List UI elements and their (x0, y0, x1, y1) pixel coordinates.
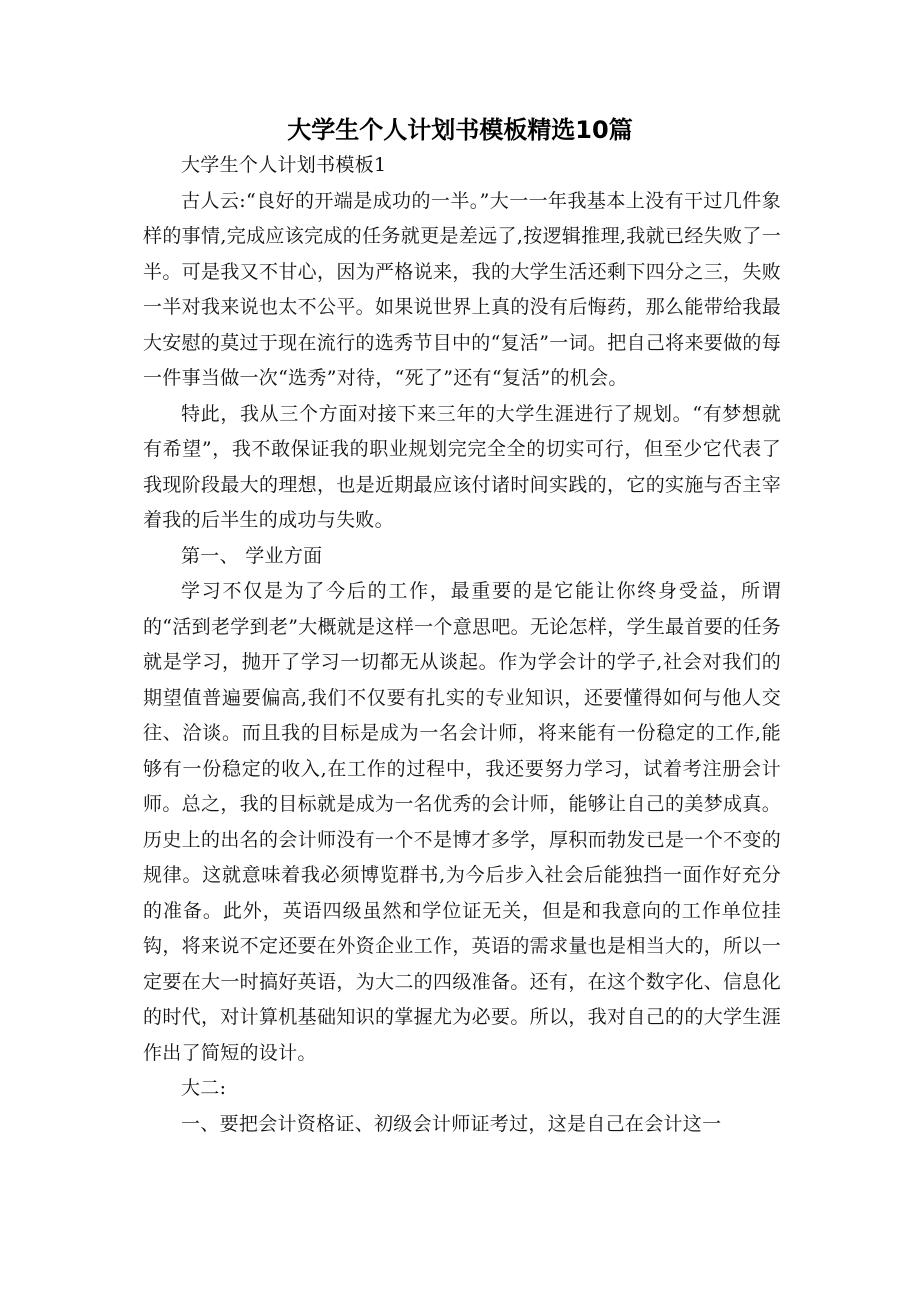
document-body (143, 148, 781, 1142)
body-paragraph: 特此，我从三个方面对接下来三年的大学生涯进行了规划。“有梦想就有希望”，我不敢保证我的职业规划完完全全的切实可行，但至少它代表了我现阶段最大的理想，也是近期最应该付诸时间实践的，它的实施与否主宰着我的后半生的成功与失败。 (143, 402, 781, 531)
body-paragraph: 一、要把会计资格证、初级会计师证考过，这是自己在会计这一 (181, 1112, 722, 1135)
body-paragraph: 古人云:“良好的开端是成功的一半。”大一一年我基本上没有干过几件象样的事情,完成应该完成的任务就更是差远了,按逻辑推理,我就已经失败了一半。可是我又不甘心，因为严格说来，我的大学生活还剩下四分之三，失败一半对我来说也太不公平。如果说世界上真的没有后悔药，那么能带给我最大安慰的莫过于现在流行的选秀节目中的“复活”一词。把自己将来要做的每一件事当做一次“选秀”对待，“死了”还有“复活”的机会。 (143, 189, 781, 389)
section-heading: 大二: (181, 1077, 227, 1099)
body-paragraph: 学习不仅是为了今后的工作，最重要的是它能让你终身受益，所谓的“活到老学到老”大概就是这样一个意思吧。无论怎样，学生最首要的任务就是学习，抛开了学习一切都无从谈起。作为学会计的学子,社会对我们的期望值普遍要偏高,我们不仅要有扎实的专业知识，还要懂得如何与他人交往、洽谈。而且我的目标是成为一名会计师，将来能有一份稳定的工作,能够有一份稳定的收入,在工作的过程中，我还要努力学习，试着考注册会计师。总之，我的目标就是成为一名优秀的会计师，能够让自己的美梦成真。历史上的出名的会计师没有一个不是博才多学，厚积而勃发已是一个不变的规律。这就意味着我必须博览群书,为今后步入社会后能独挡一面作好充分的准备。此外，英语四级虽然和学位证无关，但是和我意向的工作单位挂钩，将来说不定还要在外资企业工作，英语的需求量也是相当大的，所以一定要在大一时搞好英语，为大二的四级准备。还有，在这个数字化、信息化的时代，对计算机基础知识的掌握尤为必要。所以，我对自己的的大学生涯作出了简短的设计。 (143, 580, 781, 1064)
subtitle-paragraph: 大学生个人计划书模板1 (181, 154, 387, 176)
document-title: 大学生个人计划书模板精选10篇 (287, 116, 633, 144)
section-heading: 第一、 学业方面 (181, 544, 323, 567)
